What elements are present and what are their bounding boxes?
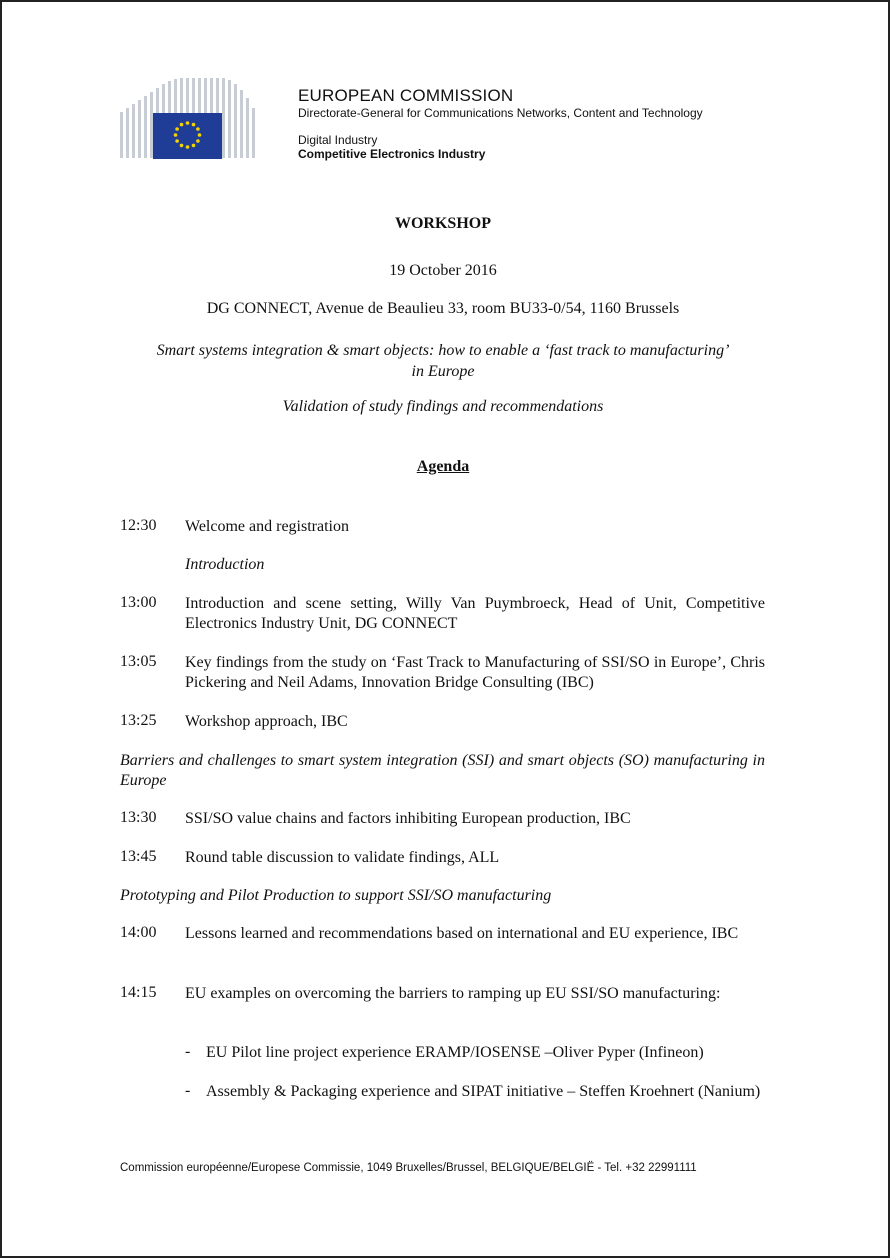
- agenda-item: Introduction and scene setting, Willy Van Puymbroeck, Head of Unit, Competitive Electronics Industry Unit, DG CONNECT: [185, 595, 765, 632]
- section-heading-prototyping: Prototyping and Pilot Production to support SSI/SO manufacturing: [120, 887, 552, 904]
- agenda-time: 13:05: [120, 653, 157, 670]
- agenda-item: Welcome and registration: [185, 518, 349, 535]
- agenda-item: Round table discussion to validate findings, ALL: [185, 849, 500, 866]
- bullet-marker: -: [185, 1043, 191, 1060]
- agenda-sub-item: Assembly & Packaging experience and SIPAT initiative – Steffen Kroehnert (Nanium): [206, 1083, 761, 1100]
- agenda-item: Key findings from the study on ‘Fast Track to Manufacturing of SSI/SO in Europe’, Chris Pickering and Neil Adams, Innovation Bridge Consulting (IBC): [185, 654, 765, 691]
- directorate-general: Directorate-General for Communications Networks, Content and Technology: [298, 106, 703, 120]
- page-footer: Commission européenne/Europese Commissie, 1049 Bruxelles/Brussel, BELGIQUE/BELGIË - Tel. +32 22991111: [120, 1162, 697, 1174]
- page-title: WORKSHOP: [394, 215, 491, 232]
- organisation-name: EUROPEAN COMMISSION: [298, 86, 514, 105]
- workshop-subtitle: Smart systems integration & smart objects: how to enable a ‘fast track to manufacturing’ in Europe: [156, 342, 730, 380]
- workshop-date: 19 October 2016: [389, 262, 497, 279]
- workshop-purpose: Validation of study findings and recommendations: [282, 398, 604, 415]
- directorate: Digital Industry: [298, 133, 378, 147]
- workshop-venue: DG CONNECT, Avenue de Beaulieu 33, room BU33-0/54, 1160 Brussels: [206, 300, 680, 317]
- agenda-sub-item: EU Pilot line project experience ERAMP/IOSENSE –Oliver Pyper (Infineon): [206, 1044, 704, 1061]
- agenda-time: 13:45: [120, 848, 157, 865]
- eu-flag-icon: [153, 113, 222, 159]
- agenda-time: 13:30: [120, 809, 157, 826]
- agenda-time: 14:15: [120, 984, 157, 1001]
- agenda-heading: Agenda: [416, 458, 470, 475]
- agenda-item: EU examples on overcoming the barriers to ramping up EU SSI/SO manufacturing:: [185, 985, 721, 1002]
- agenda-item: SSI/SO value chains and factors inhibiting European production, IBC: [185, 810, 631, 827]
- agenda-time: 14:00: [120, 924, 157, 941]
- section-heading-introduction: Introduction: [185, 556, 265, 573]
- agenda-item: Lessons learned and recommendations based on international and EU experience, IBC: [185, 925, 739, 942]
- section-heading-barriers: Barriers and challenges to smart system integration (SSI) and smart objects (SO) manufacturing in Europe: [120, 752, 765, 789]
- agenda-time: 13:25: [120, 712, 157, 729]
- agenda-item: Workshop approach, IBC: [185, 713, 348, 730]
- european-commission-logo: [120, 78, 260, 162]
- bullet-marker: -: [185, 1082, 191, 1099]
- agenda-time: 13:00: [120, 594, 157, 611]
- unit-name: Competitive Electronics Industry: [298, 147, 486, 161]
- agenda-time: 12:30: [120, 517, 157, 534]
